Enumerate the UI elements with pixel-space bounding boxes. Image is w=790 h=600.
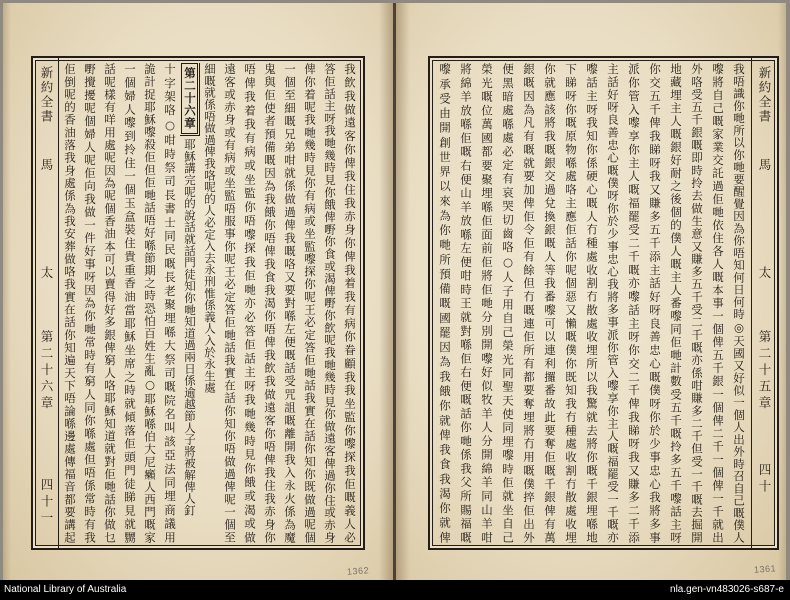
- text-frame: [31, 56, 365, 550]
- text-column: 我唔識你哋所以你哋要醒覺因為你唔知何日何時◎天國又好似一個人出外時召自己嘅僕人: [732, 63, 746, 543]
- running-head: [35, 58, 57, 548]
- text-column: 話呢樣有咩用處呢因為呢個香油本可以賣得好多銀俾窮人咯耶穌知道就對佢哋話你做乜: [103, 63, 117, 543]
- text-column: 地藏埋主人嘅銀好耐之後個的僕人嘅主人番嚟同佢哋計數受五千嘅拎多五千嚟話主呀: [669, 63, 683, 543]
- text-column: 派你管入嚟享你主人嘅福罷受二千嘅亦嚟話主呀你交二千俾我睇呀我又賺多二千添: [627, 63, 641, 543]
- text-column: 詭計捉耶穌嚟殺佢但佢哋話唔好喺節期之時恐怕百姓生亂○耶穌喺伯大尼癩人西門嘅家: [143, 63, 157, 543]
- text-column: 唔俾我着我有病或坐監你唔嚟探我佢哋亦必答佢話主呀我哋幾時見你餓或渴或做: [243, 63, 257, 543]
- running-head-book-char-1: 馬: [757, 158, 772, 173]
- right-page: [396, 3, 786, 580]
- text-column: 嚟話主呀我知你係硬心嘅人冇種處收割冇散處收埋所以我驚就去將你嘅千銀埋喺地: [585, 63, 599, 543]
- text-column: 你就應該將我嘅銀交過兌換銀嘅人等我番嚟可以連利攞番故此要奪佢嘅千銀俾有萬: [543, 63, 557, 543]
- text-column: 十字架咯○咁時祭司長書士同民嘅長老聚埋喺大祭司嘅院名叫該亞法同埋商議用: [163, 63, 177, 543]
- text-frame: [428, 56, 779, 550]
- page-number: 四十一: [39, 478, 54, 528]
- text-column: 俾你着呢我哋幾時見你有病或坐監嚟探你呢王必定答佢哋話我實在話你知你既做過呢個: [303, 63, 317, 543]
- running-head-title: 新約全書: [757, 66, 772, 124]
- page-number: 四十: [757, 463, 772, 496]
- text-column: 便黑暗處喺處必定有哀哭切齒咯○人子用自己榮光同聖天使同埋嚟時佢就坐自己: [501, 63, 515, 543]
- running-head-chapter: 第二十五章: [757, 330, 772, 413]
- running-head-title: 新約全書: [39, 66, 54, 124]
- text-column: 遠客或赤身或有病或坐監唔服事你呢王必定答佢哋話我實在話你知你唔做過俾呢一個至: [223, 63, 237, 543]
- text-column: 細嘅就係唔做過俾我咯呢的人必定入去永刑惟係義人入於永生處: [203, 63, 217, 394]
- running-head-book-char-2: 太: [757, 266, 772, 281]
- running-head-book-char-2: 太: [39, 266, 54, 281]
- text-column-chapter-start: [180, 63, 200, 543]
- column-rule: [751, 58, 752, 548]
- text-column: 答佢話主呀我哋幾時見你餓俾嘢你食或渴俾嘢你飲呢我哋幾時見你做遠客俾過你住或赤身: [323, 63, 337, 543]
- text-column: 嚟將自己嘅家業交託過佢哋依住各人嘅本事一個俾五千銀一個俾二千一個俾一千就出: [711, 63, 725, 543]
- text-column: 銀嘅因為凡有嘅就要加俾佢令佢有餘但冇嘅連佢所有都要奪埋將冇用嘅僕捽佢出外: [522, 63, 536, 543]
- text-column: 下睇呀你嘅原物喺處咯主應佢話你呢個惡又懶嘅僕你既知我冇種處收割冇散處收埋: [564, 63, 578, 543]
- text-column: 一個至細嘅兄弟咁就係做過俾我嘅咯又要對喺左便嘅話受咒詛嘅離開我入永火係為魔: [283, 63, 297, 543]
- text-column: 佢倒呢的香油落我身處係為我安葬做咯我實在話你知遍天下唔論喺邊處傳福音都要講起: [63, 63, 77, 543]
- text-column: 榮光嘅位萬國都要聚埋喺佢面前佢將佢哋分別開嚟好似牧羊人分開綿羊同山羊咁: [480, 63, 494, 543]
- text-column: 我飲我做遠客你俾我住我赤身你俾我着我有病你眷顧我我坐監你嚟探我佢嘅義人必: [343, 63, 357, 543]
- chapter-heading: 第二十六章: [181, 63, 198, 134]
- text-column: 主話好呀良善忠心嘅僕呀你於少事忠心我將多事派你管入嚟享你主人嘅福罷受一千嘅亦: [606, 63, 620, 543]
- text-columns: [434, 63, 749, 543]
- institution-credit: National Library of Australia: [4, 584, 127, 595]
- column-rule: [58, 58, 59, 548]
- text-column: 外咯受五千銀嘅即時拎去做生意又賺多五千受二千嘅亦係咁賺多二千但受一千嘅去掘開: [690, 63, 704, 543]
- pencil-folio-note: 1361: [753, 563, 777, 575]
- running-head: [753, 58, 775, 548]
- text-column: 一個婦人嚟到拎住一個玉盒裝住貴重香油當耶穌坐席之時就傾落佢頭門徒睇見就嬲: [123, 63, 137, 543]
- text-column-body: 耶穌講完呢的說話就話門徒知你哋知道過兩日係逾越節人子將被解俾人釘: [183, 138, 197, 517]
- running-head-chapter: 第二十六章: [39, 330, 54, 413]
- text-column: 嘢攪擾呢個婦人呢佢向我做一件好事呀因為你哋常時有窮人同你喺處但唔係常時有我: [83, 63, 97, 543]
- text-column: 嚟承受由開創世界以來為你哋所預備嘅國罷因為我餓你就俾我食我渴你就俾: [438, 63, 452, 543]
- pencil-folio-note: 1362: [346, 565, 370, 577]
- text-column: 你交五千俾我睇呀我又賺多五千添主話好呀良善忠心嘅僕呀你於少事忠心我將多事: [648, 63, 662, 543]
- running-head-book-char-1: 馬: [39, 158, 54, 173]
- text-column: 鬼與佢使者預備嘅因為我餓你唔俾我食我渴你唔俾我飲我做遠客你唔俾我住我赤身你: [263, 63, 277, 543]
- item-identifier: nla.gen-vn483026-s687-e: [670, 584, 784, 595]
- left-page: [3, 3, 393, 580]
- text-column: 將綿羊放喺佢嘅右便山羊放喺左便咁時王就對喺佢右便嘅話你哋係我父所賜福嘅: [459, 63, 473, 543]
- text-columns: [60, 63, 360, 543]
- viewer-footer-bar: [0, 580, 790, 600]
